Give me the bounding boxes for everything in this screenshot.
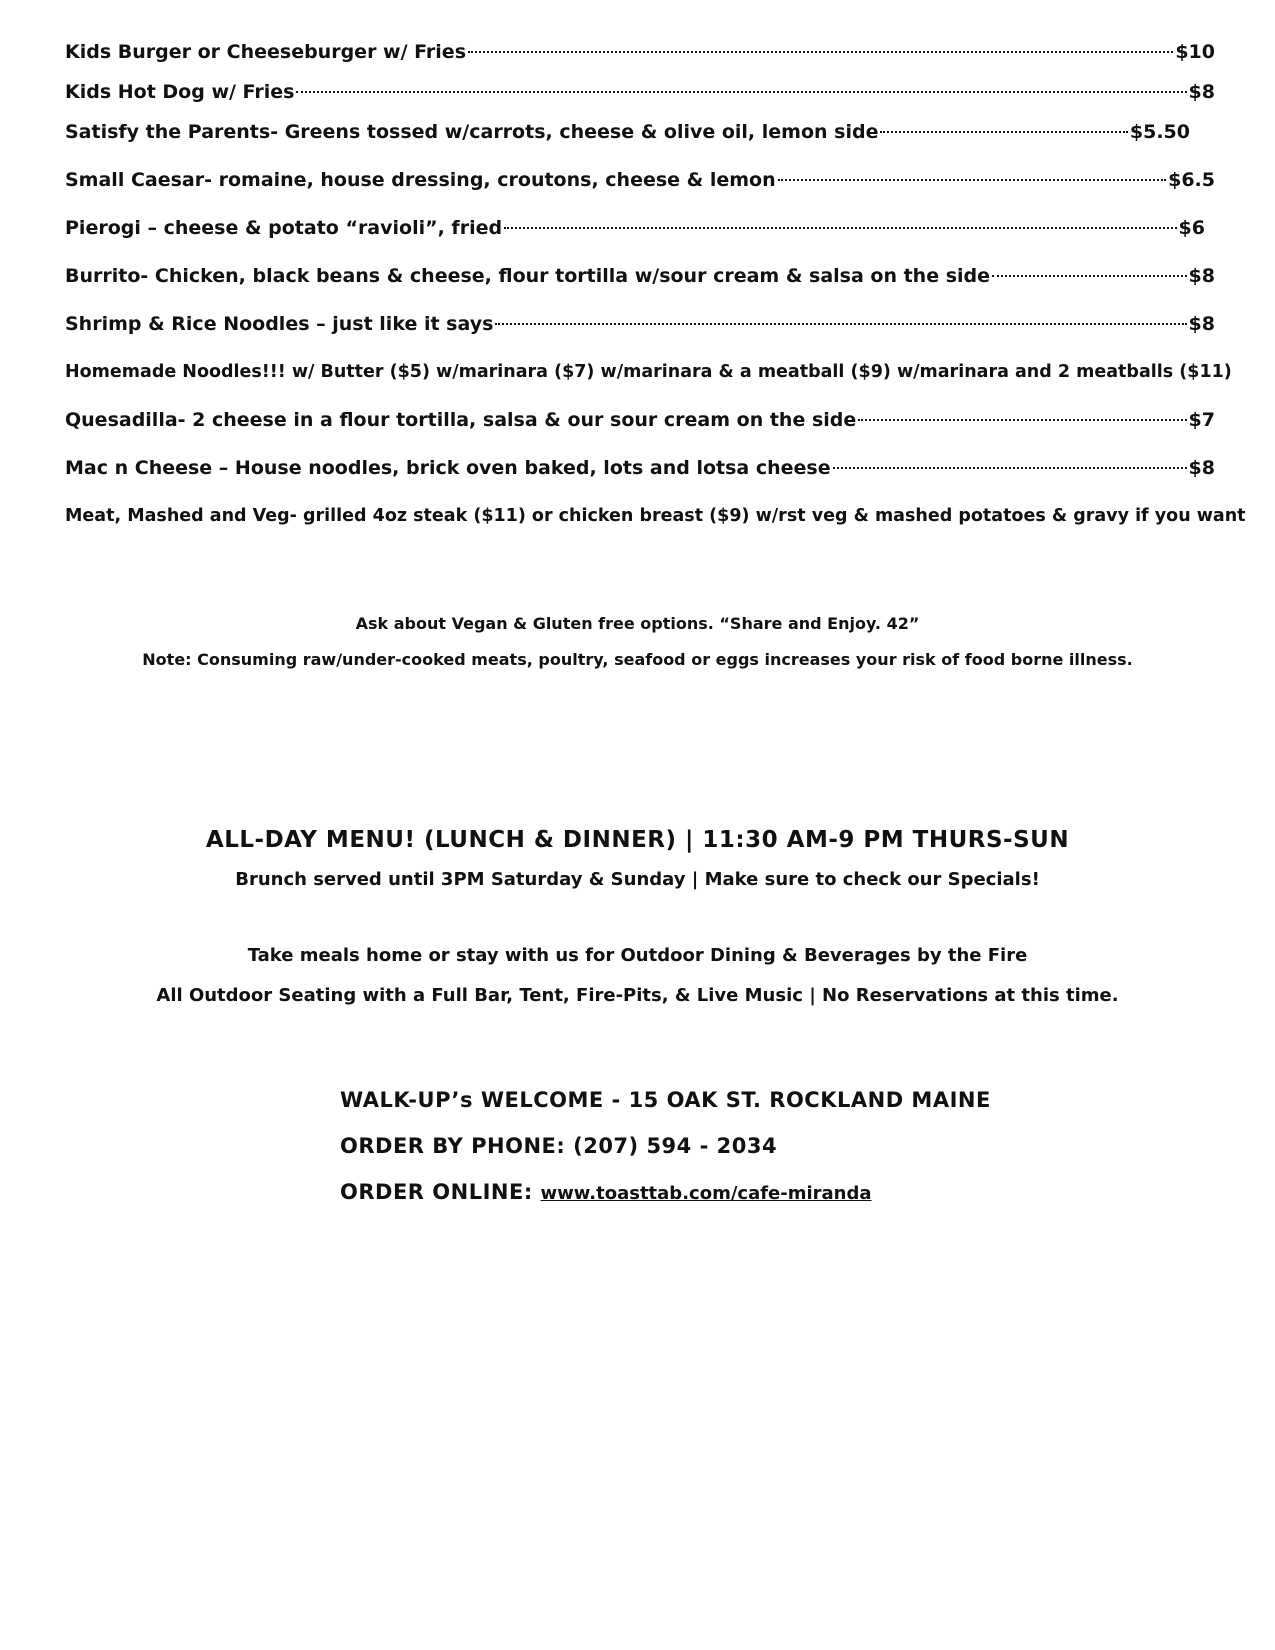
all-day-menu-headline: ALL-DAY MENU! (LUNCH & DINNER) | 11:30 AM-9 PM THURS-SUN	[205, 827, 1070, 853]
dot-leader	[880, 131, 1127, 133]
menu-item	[65, 408, 1215, 432]
menu-notes	[0, 606, 1275, 678]
seating-note: All Outdoor Seating with a Full Bar, Tent, Fire-Pits, & Live Music | No Reservations at this time.	[156, 985, 1119, 1006]
menu-item	[65, 40, 1215, 64]
dot-leader	[858, 419, 1186, 421]
menu-item-price: $8	[1188, 457, 1215, 479]
menu-item	[65, 264, 1215, 288]
menu-item: Meat, Mashed and Veg- grilled 4oz steak ($11) or chicken breast ($9) w/rst veg & mashed potatoes & gravy if you want	[65, 506, 1246, 526]
menu-item-name: Pierogi – cheese & potato “ravioli”, fried	[65, 217, 503, 239]
menu-item-price: $6	[1178, 217, 1205, 239]
menu-item-name: Kids Hot Dog w/ Fries	[65, 81, 295, 103]
menu-item-price: $6.5	[1168, 169, 1215, 191]
dot-leader	[778, 179, 1167, 181]
menu-item	[65, 456, 1215, 480]
menu-item-name: Kids Burger or Cheeseburger w/ Fries	[65, 41, 467, 63]
menu-item	[65, 312, 1215, 336]
menu-item	[65, 120, 1190, 144]
menu-item-name: Burrito- Chicken, black beans & cheese, flour tortilla w/sour cream & salsa on the side	[65, 265, 991, 287]
hours-info	[0, 820, 1275, 1016]
dot-leader	[468, 51, 1173, 53]
menu-item-price: $8	[1188, 313, 1215, 335]
menu-item-price: $5.50	[1129, 121, 1190, 143]
menu-item-price: $8	[1188, 265, 1215, 287]
menu-item-name: Satisfy the Parents- Greens tossed w/carrots, cheese & olive oil, lemon side	[65, 121, 879, 143]
order-online-label: ORDER ONLINE:	[340, 1180, 541, 1204]
brunch-note: Brunch served until 3PM Saturday & Sunday | Make sure to check our Specials!	[235, 869, 1040, 890]
menu-item-name: Quesadilla- 2 cheese in a flour tortilla, salsa & our sour cream on the side	[65, 409, 857, 431]
takeout-note: Take meals home or stay with us for Outdoor Dining & Beverages by the Fire	[247, 945, 1028, 966]
menu-item	[65, 168, 1215, 192]
walk-up-address: WALK-UP’s WELCOME - 15 OAK ST. ROCKLAND MAINE	[340, 1088, 991, 1112]
menu-item-price: $8	[1188, 81, 1215, 103]
dot-leader	[833, 467, 1187, 469]
menu-item	[65, 216, 1205, 240]
menu-item	[65, 80, 1215, 104]
menu-item-price: $7	[1188, 409, 1215, 431]
menu-item-name: Shrimp & Rice Noodles – just like it says	[65, 313, 494, 335]
order-online	[340, 1180, 872, 1204]
order-by-phone: ORDER BY PHONE: (207) 594 - 2034	[340, 1134, 778, 1158]
food-safety-warning: Note: Consuming raw/under-cooked meats, poultry, seafood or eggs increases your risk of food borne illness.	[142, 650, 1133, 669]
menu-item-price: $10	[1175, 41, 1215, 63]
dietary-options-note: Ask about Vegan & Gluten free options. “Share and Enjoy. 42”	[355, 614, 920, 633]
menu-item-name: Mac n Cheese – House noodles, brick oven baked, lots and lotsa cheese	[65, 457, 831, 479]
menu-item-name: Small Caesar- romaine, house dressing, croutons, cheese & lemon	[65, 169, 776, 191]
dot-leader	[495, 323, 1186, 325]
dot-leader	[992, 275, 1187, 277]
order-online-link[interactable]: www.toasttab.com/cafe-miranda	[540, 1183, 872, 1204]
menu-item: Homemade Noodles!!! w/ Butter ($5) w/marinara ($7) w/marinara & a meatball ($9) w/marinara and 2 meatballs ($11)	[65, 362, 1232, 382]
dot-leader	[504, 227, 1176, 229]
dot-leader	[296, 91, 1186, 93]
